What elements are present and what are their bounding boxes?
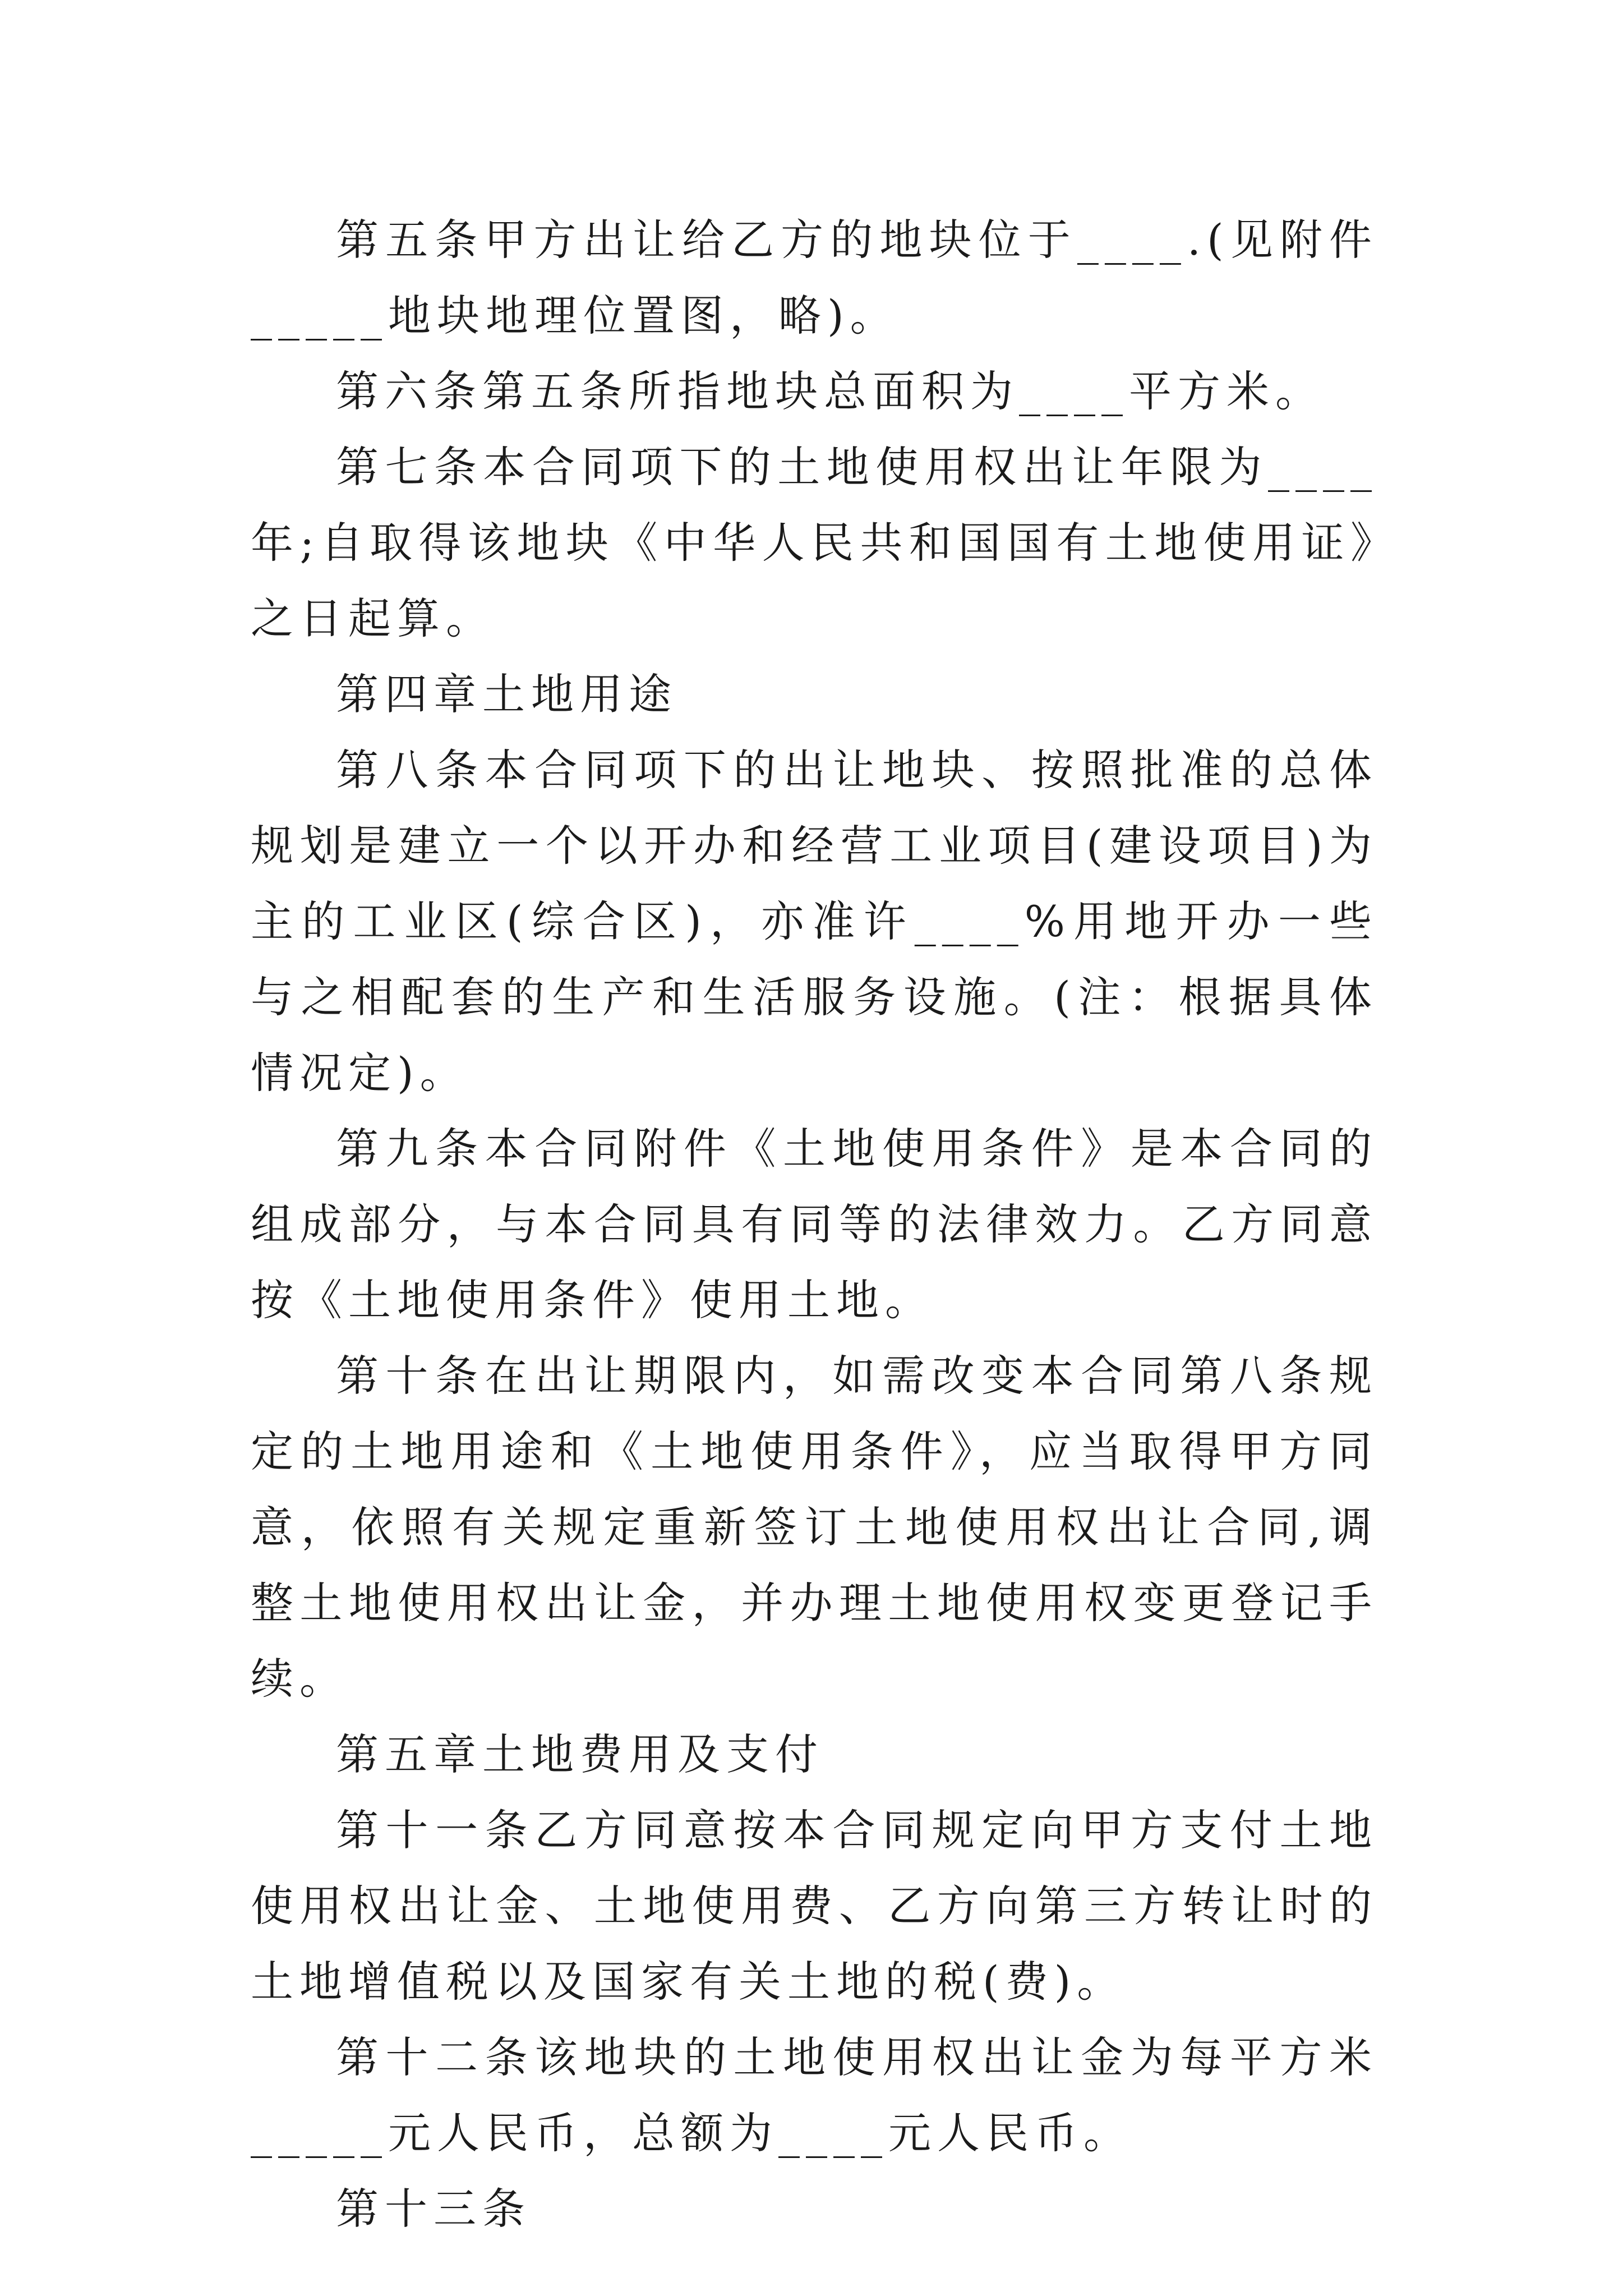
article-6: 第六条第五条所指地块总面积为____平方米。 <box>336 366 1324 416</box>
article-5: 第五条甲方出让给乙方的地块位于____.(见附件_____地块地理位置图，略)。 <box>251 215 1378 341</box>
article-10: 第十条在出让期限内，如需改变本合同第八条规定的土地用途和《土地使用条件》，应当取得甲方同意，依照有关规定重新签订土地使用权出让合同,调整土地使用权出让金，并办理土地使用权变更登记手续。 <box>251 1351 1378 1704</box>
article-11: 第十一条乙方同意按本合同规定向甲方支付土地使用权出让金、土地使用费、乙方向第三方转让时的土地增值税以及国家有关土地的税(费)。 <box>251 1805 1378 2007</box>
article-12: 第十二条该地块的土地使用权出让金为每平方米_____元人民币，总额为____元人民币。 <box>251 2032 1378 2158</box>
chapter-5-heading: 第五章土地费用及支付 <box>336 1729 824 1779</box>
article-13: 第十三条 <box>336 2184 531 2234</box>
chapter-4-heading: 第四章土地用途 <box>336 669 677 719</box>
article-9: 第九条本合同附件《土地使用条件》是本合同的组成部分，与本合同具有同等的法律效力。乙方同意按《土地使用条件》使用土地。 <box>251 1124 1378 1325</box>
article-8: 第八条本合同项下的出让地块、按照批准的总体规划是建立一个以开办和经营工业项目(建设项目)为主的工业区(综合区)，亦准许____%用地开办一些与之相配套的生产和生活服务设施。(注：根据具体情况定)。 <box>251 745 1378 1098</box>
contract-body <box>251 202 1378 2247</box>
article-7: 第七条本合同项下的土地使用权出让年限为____年;自取得该地块《中华人民共和国国有土地使用证》之日起算。 <box>251 442 1378 643</box>
